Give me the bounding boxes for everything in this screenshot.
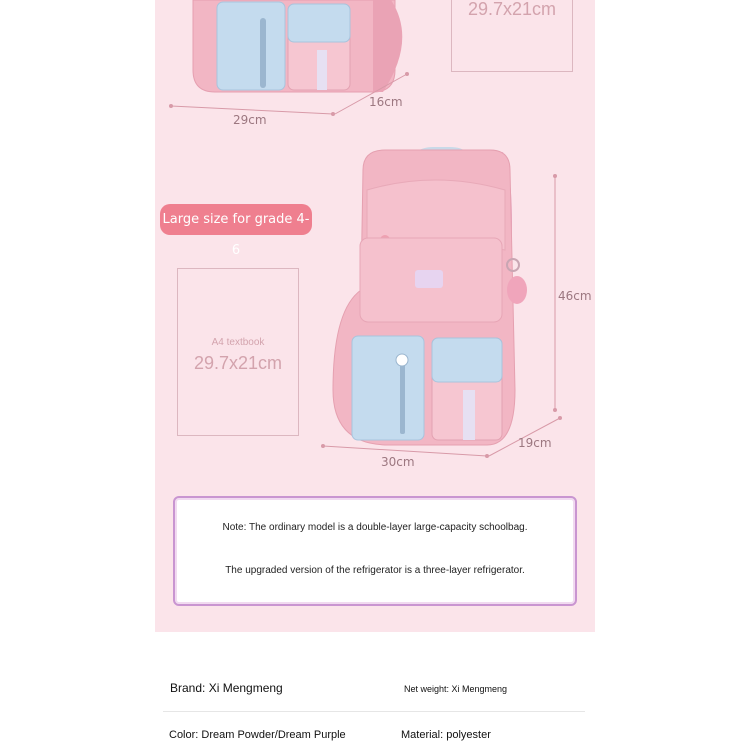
spec-brand: Brand: Xi Mengmeng [170,681,283,695]
depth-dimension-label: 19cm [518,436,552,450]
spec-material: Material: polyester [401,729,491,741]
spec-net-weight: Net weight: Xi Mengmeng [404,684,508,694]
note-line-2: The upgraded version of the refrigerator is a three-layer refrigerator. [225,565,525,576]
note-box [173,496,577,606]
a4-size-label-top: 29.7x21cm [467,0,557,19]
top-depth-label: 16cm [369,95,403,109]
a4-size-label: 29.7x21cm [193,353,283,373]
spec-divider [163,711,585,712]
grade-size-badge: Large size for grade 4-6 [160,204,312,235]
a4-reference-top [451,0,573,72]
spec-color: Color: Dream Powder/Dream Purple [169,729,346,741]
a4-textbook-label: A4 textbook [211,337,265,348]
a4-reference-box [177,268,299,436]
top-width-label: 29cm [233,113,267,127]
product-image-panel [155,0,595,632]
width-dimension-label: 30cm [381,455,415,469]
note-line-1: Note: The ordinary model is a double-layer large-capacity schoolbag. [222,522,528,533]
large-backpack-illustration [305,140,595,480]
height-dimension-label: 46cm [558,289,592,303]
